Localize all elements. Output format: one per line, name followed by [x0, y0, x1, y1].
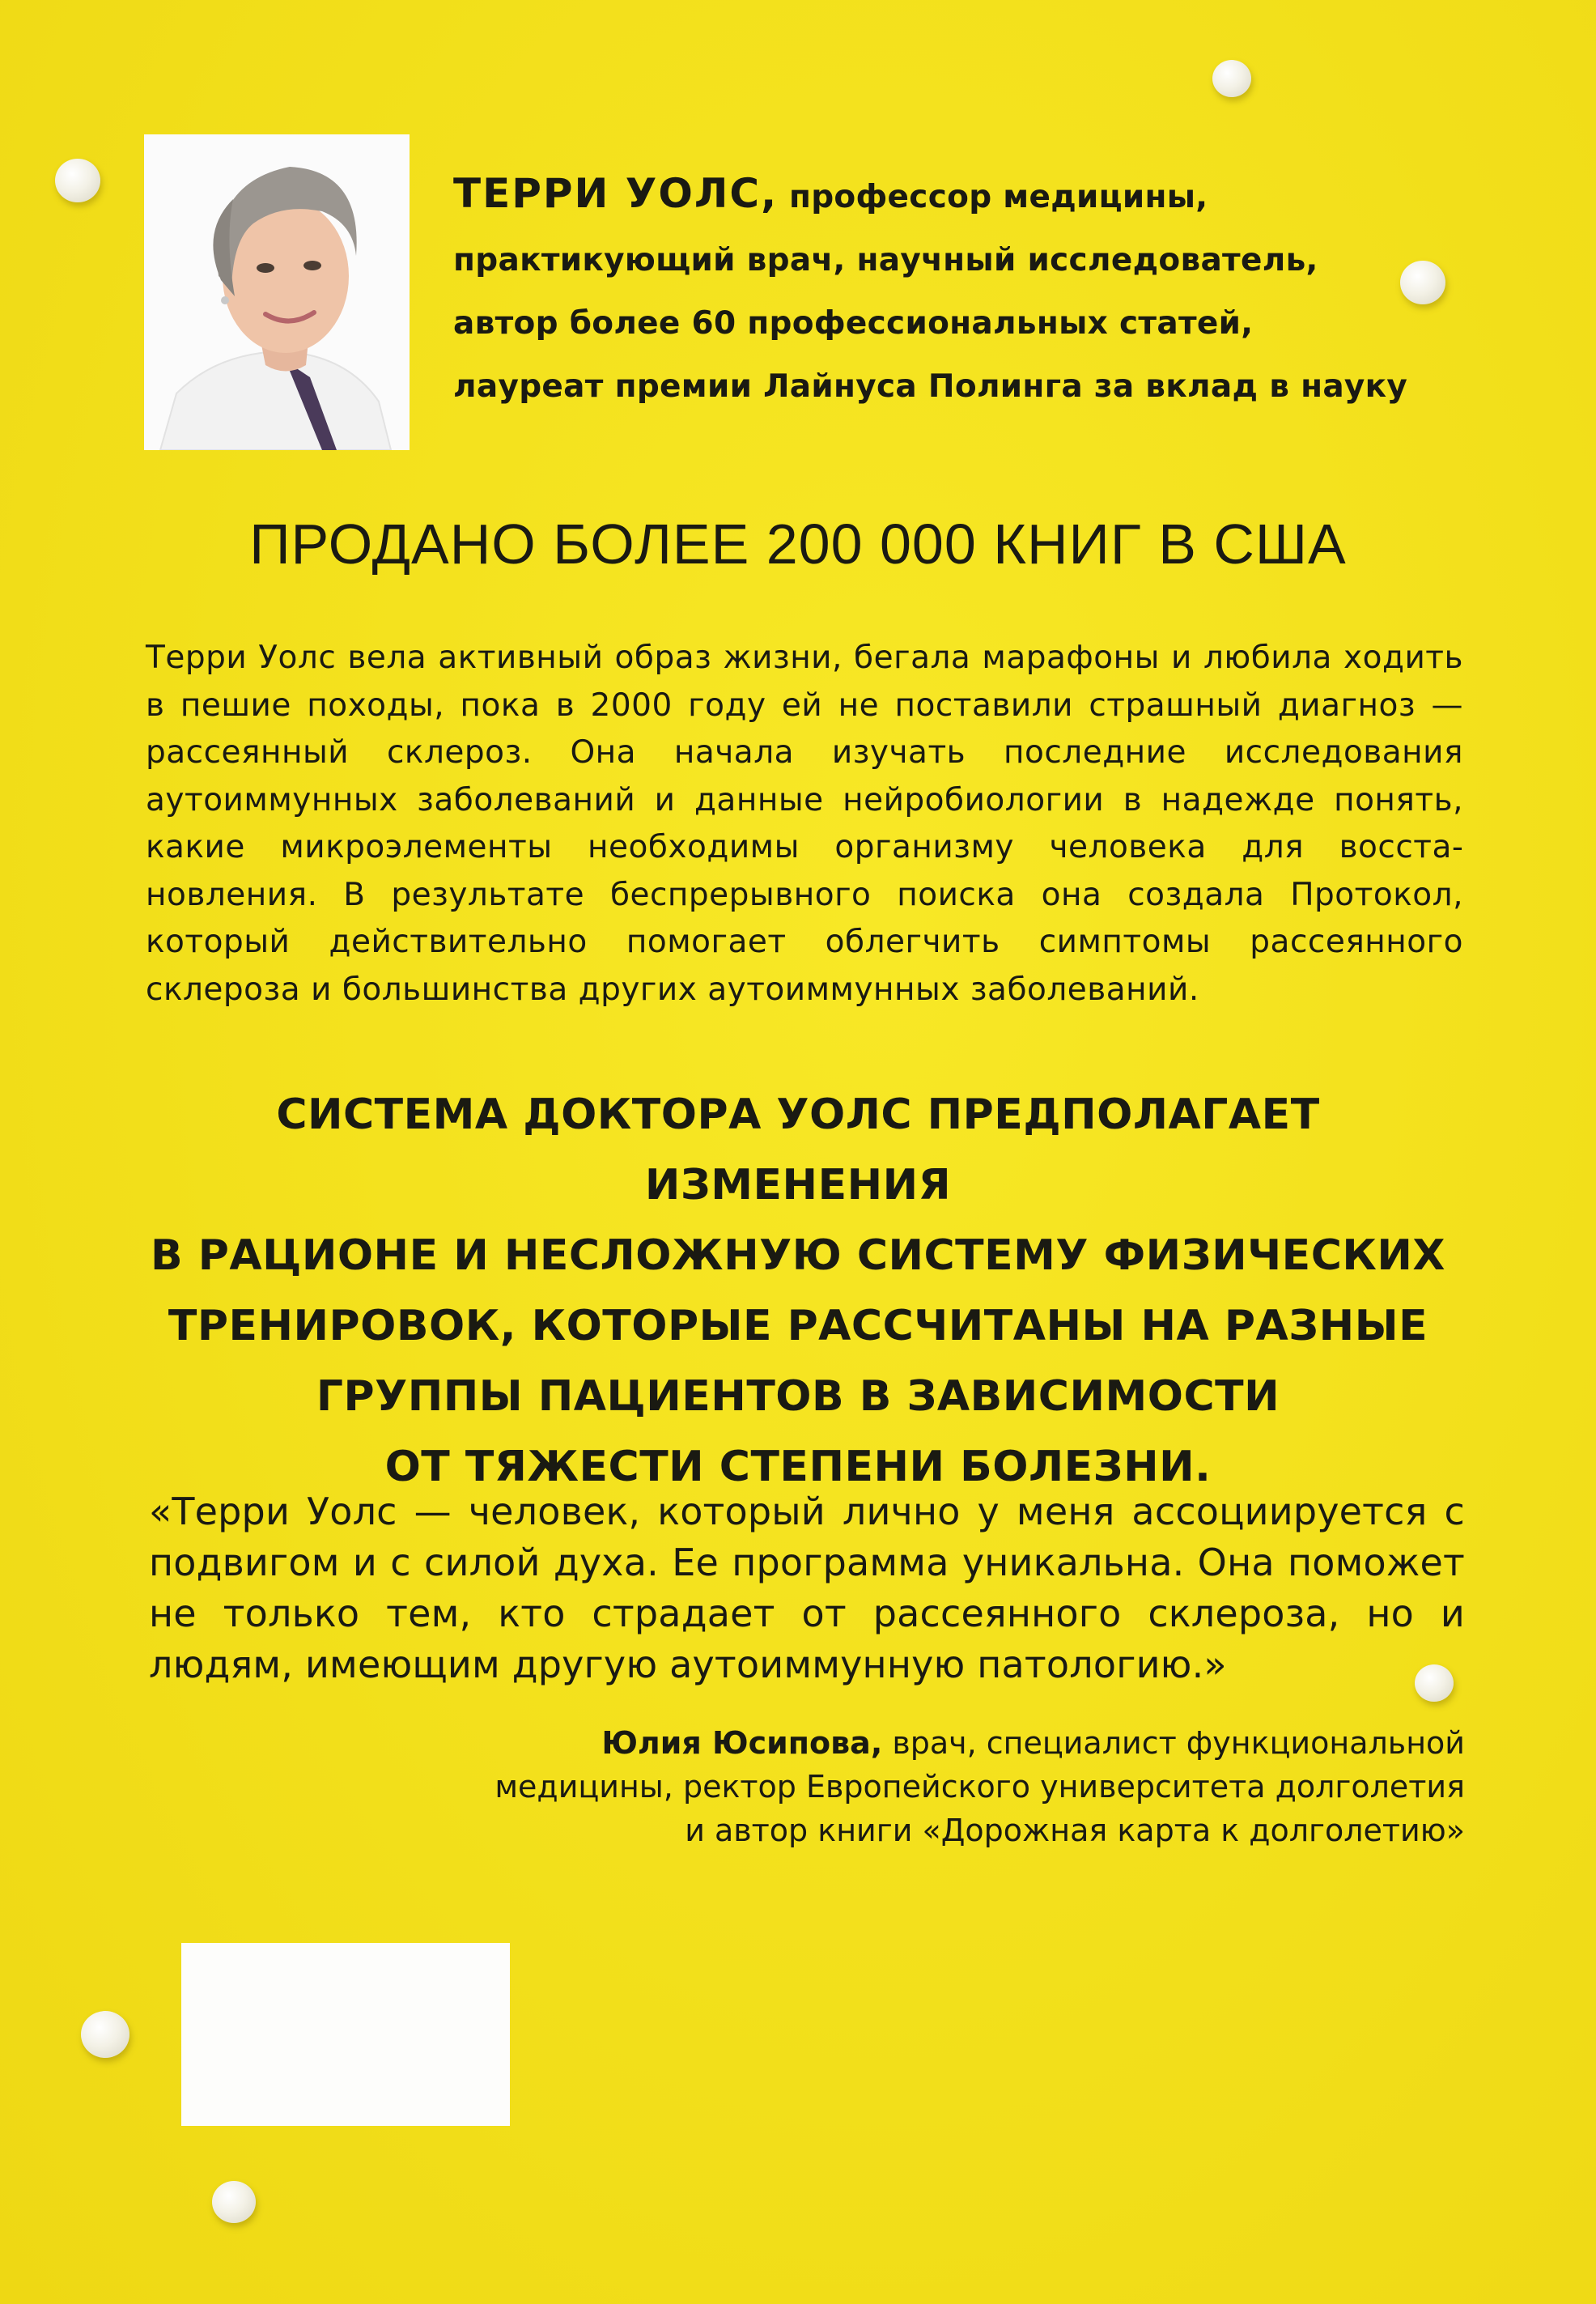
author-photo: [144, 134, 410, 450]
system-line: ОТ ТЯЖЕСТИ СТЕПЕНИ БОЛЕЗНИ.: [384, 1443, 1212, 1491]
attribution-line-2: медицины, ректор Европейского университета долголетия: [495, 1769, 1465, 1805]
attribution-line-3: и автор книги «Дорожная карта к долголетию»: [685, 1813, 1465, 1848]
author-name: ТЕРРИ УОЛС,: [453, 170, 779, 217]
system-line: ТРЕНИРОВОК, КОТОРЫЕ РАССЧИТАНЫ НА РАЗНЫЕ: [168, 1302, 1428, 1350]
author-bio-line-3: автор более 60 профессиональных статей,: [453, 305, 1254, 342]
barcode-area: [181, 1943, 510, 2126]
pill-decoration: [1212, 60, 1251, 97]
pill-decoration: [55, 159, 100, 202]
author-bio-line-2: практикующий врач, научный исследователь,: [453, 242, 1318, 278]
sales-headline: ПРОДАНО БОЛЕЕ 200 000 КНИГ В США: [249, 512, 1347, 576]
quote-attribution: [332, 1721, 1465, 1852]
pill-decoration: [81, 2011, 129, 2058]
system-line: В РАЦИОНЕ И НЕСЛОЖНУЮ СИСТЕМУ ФИЗИЧЕСКИХ: [151, 1231, 1445, 1280]
endorser-name: Юлия Юсипова,: [601, 1725, 883, 1761]
author-bio: [453, 162, 1457, 419]
endorser-role: врач, специалист функциональной: [882, 1725, 1465, 1761]
system-line: СИСТЕМА ДОКТОРА УОЛС ПРЕДПОЛАГАЕТ ИЗМЕНЕНИЯ: [276, 1090, 1320, 1209]
book-description: Терри Уолс вела активный образ жизни, бегала марафоны и любила ходить в пешие походы, пока в 2000 году ей не поставили страшный диагноз — рассеянный склероз. Она начала изучать последние исследования аутоиммунных заболеваний и данные нейробиологии в надежде понять, какие микроэлементы необходимы организму человека для восстановления. В результате беспрерывного поиска она создала Протокол, который действительно помогает облегчить симптомы рассеянного склероза и большинства других аутоиммунных заболеваний.: [146, 640, 1463, 1008]
system-statement: [121, 1080, 1475, 1503]
attribution-line-1: [332, 1721, 1465, 1765]
pill-decoration: [212, 2181, 256, 2223]
endorsement-quote: «Терри Уолс — человек, который лично у меня ассоциируется с подвигом и с силой духа. Ее программа уникальна. Она поможет не только тем, кто страдает от рассеянного склероза, но и людям, имеющим другую аутоиммунную патологию.»: [149, 1490, 1465, 1686]
author-bio-line-1: [453, 162, 1457, 229]
system-line: ГРУППЫ ПАЦИЕНТОВ В ЗАВИСИМОСТИ: [316, 1372, 1280, 1421]
author-bio-line-4: лауреат премии Лайнуса Полинга за вклад в науку: [453, 368, 1408, 405]
author-title: профессор медицины,: [788, 179, 1208, 215]
